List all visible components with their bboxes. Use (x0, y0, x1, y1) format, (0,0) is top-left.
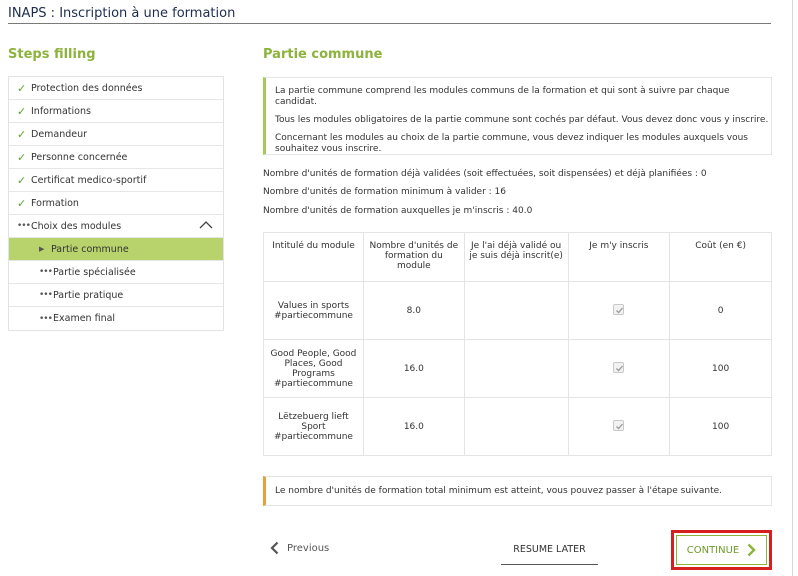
steps-list (8, 76, 224, 331)
info-box (263, 77, 772, 155)
module-name: Good People, Good Places, Good Programs #partiecommune (264, 340, 364, 398)
count-minimum: Nombre d'unités de formation minimum à valider : 16 (263, 187, 506, 197)
module-validated (464, 398, 568, 456)
step-label: Partie commune (51, 243, 129, 255)
caret-right-icon: ▶ (39, 245, 45, 253)
module-units: 16.0 (363, 340, 464, 398)
table-row (264, 282, 772, 340)
continue-label: CONTINUE (686, 544, 740, 556)
column-header: Je l'ai déjà validé ou je suis déjà inscrit(e) (464, 233, 568, 282)
table-row (264, 398, 772, 456)
resume-later-button[interactable]: RESUME LATER (501, 535, 598, 565)
module-name: Values in sports #partiecommune (264, 282, 364, 340)
module-units: 8.0 (363, 282, 464, 340)
column-header: Je m'y inscris (568, 233, 670, 282)
check-icon (615, 364, 624, 373)
check-icon: ✓ (17, 81, 27, 95)
chevron-right-icon (747, 543, 756, 557)
step-label: Examen final (53, 313, 116, 324)
column-header: Nombre d'unités de formation du module (363, 233, 464, 282)
step-label: Protection des données (31, 82, 143, 94)
continue-highlight (671, 530, 772, 570)
info-text: Tous les modules obligatoires de la partie commune sont cochés par défaut. Vous devez donc vous y inscrire. (275, 115, 769, 125)
step-label: Demandeur (31, 128, 88, 140)
check-icon (615, 422, 624, 431)
count-validated: Nombre d'unités de formation déjà validées (soit effectuées, soit dispensées) et déjà planifiées : 0 (263, 169, 707, 179)
check-icon (615, 306, 624, 315)
success-notice: Le nombre d'unités de formation total minimum est atteint, vous pouvez passer à l'étape suivante. (263, 476, 772, 506)
step-label: Personne concernée (31, 151, 128, 163)
step-partie-pratique[interactable] (9, 284, 223, 307)
step-choix-modules[interactable] (9, 215, 223, 238)
ellipsis-icon: ••• (39, 290, 52, 300)
enroll-checkbox[interactable] (613, 362, 624, 373)
module-name: Lëtzebuerg lieft Sport #partiecommune (264, 398, 364, 456)
module-cost: 100 (670, 340, 772, 398)
step-label: Formation (31, 197, 79, 209)
step-protection-donnees[interactable] (9, 77, 223, 100)
enroll-checkbox[interactable] (613, 420, 624, 431)
step-examen-final[interactable] (9, 307, 223, 330)
module-units: 16.0 (363, 398, 464, 456)
module-validated (464, 340, 568, 398)
check-icon: ✓ (17, 127, 27, 141)
table-row (264, 340, 772, 398)
column-header: Intitulé du module (264, 233, 364, 282)
step-informations[interactable] (9, 100, 223, 123)
step-formation[interactable] (9, 192, 223, 215)
step-demandeur[interactable] (9, 123, 223, 146)
previous-label: Previous (287, 542, 330, 554)
table-header (264, 233, 772, 282)
step-partie-specialisee[interactable] (9, 261, 223, 284)
info-text: La partie commune comprend les modules communs de la formation et qui sont à suivre par chaque candidat. (275, 86, 730, 107)
enroll-checkbox[interactable] (613, 304, 624, 315)
check-icon: ✓ (17, 196, 27, 210)
step-label: Certificat medico-sportif (31, 174, 147, 186)
chevron-left-icon (270, 541, 279, 555)
step-label: Choix des modules (31, 220, 122, 232)
info-text: Concernant les modules au choix de la partie commune, vous devez indiquer les modules auxquels vous souhaitez vous inscrire. (275, 133, 748, 154)
title-divider (8, 23, 771, 24)
modules-table (263, 232, 772, 456)
step-certificat[interactable] (9, 169, 223, 192)
ellipsis-icon: ••• (39, 267, 52, 277)
ellipsis-icon: ••• (39, 313, 52, 324)
module-cost: 100 (670, 398, 772, 456)
check-icon: ✓ (17, 104, 27, 118)
chevron-up-icon[interactable] (199, 220, 213, 233)
check-icon: ✓ (17, 173, 27, 187)
previous-button[interactable] (270, 541, 329, 555)
app-title: INAPS : Inscription à une formation (8, 6, 236, 21)
ellipsis-icon: ••• (17, 221, 30, 231)
step-label: Partie spécialisée (53, 266, 136, 278)
module-cost: 0 (670, 282, 772, 340)
step-partie-commune[interactable] (9, 238, 223, 261)
module-validated (464, 282, 568, 340)
scrollbar-track[interactable] (792, 0, 793, 576)
count-enrolled: Nombre d'unités de formation auxquelles je m'inscris : 40.0 (263, 206, 533, 216)
steps-heading: Steps filling (8, 47, 96, 62)
step-label: Partie pratique (53, 289, 124, 301)
column-header: Coût (en €) (670, 233, 772, 282)
check-icon: ✓ (17, 150, 27, 164)
section-heading: Partie commune (263, 47, 383, 62)
continue-button[interactable] (676, 535, 767, 565)
step-personne-concernee[interactable] (9, 146, 223, 169)
step-label: Informations (31, 105, 91, 117)
